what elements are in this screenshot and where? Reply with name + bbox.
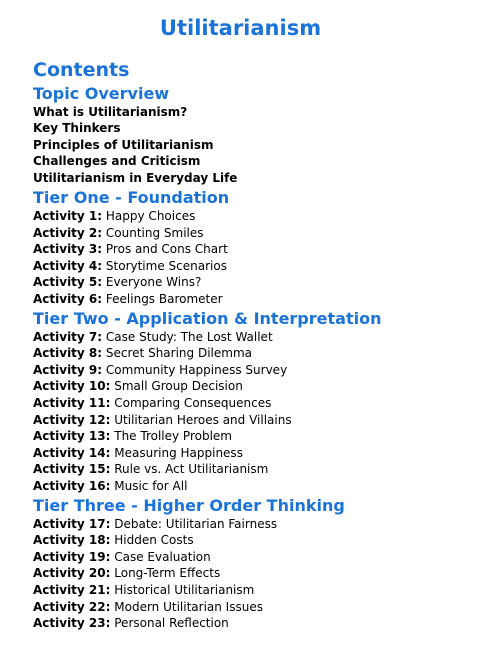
activity-title: The Trolley Problem — [114, 429, 232, 444]
activity-item[interactable] — [33, 241, 473, 258]
activity-item[interactable] — [33, 412, 473, 429]
topic-item[interactable]: Challenges and Criticism — [33, 154, 201, 169]
activity-label: Activity 16: — [33, 478, 111, 493]
activity-title: Community Happiness Survey — [105, 362, 288, 377]
activity-label: Activity 9: — [33, 362, 103, 377]
activity-label: Activity 22: — [33, 599, 111, 614]
activity-item[interactable] — [33, 565, 473, 582]
topic-item[interactable]: Key Thinkers — [33, 121, 121, 136]
activity-label: Activity 6: — [33, 292, 103, 306]
activity-label: Activity 4: — [33, 258, 103, 273]
activity-item[interactable] — [33, 516, 473, 533]
activity-item[interactable] — [33, 345, 473, 362]
activity-label: Activity 15: — [33, 462, 111, 477]
activity-label: Activity 17: — [33, 516, 111, 531]
activity-label: Activity 3: — [33, 242, 103, 257]
activity-item[interactable] — [33, 478, 473, 495]
activity-title: Music for All — [114, 478, 188, 493]
activity-label: Activity 21: — [33, 582, 111, 597]
activity-title: Historical Utilitarianism — [114, 582, 255, 597]
activity-title: Everyone Wins? — [105, 275, 202, 290]
activity-label: Activity 5: — [33, 275, 103, 290]
tier-sections — [33, 187, 473, 632]
activity-label: Activity 1: — [33, 209, 103, 224]
activity-item[interactable] — [33, 258, 473, 275]
activity-title: Counting Smiles — [105, 225, 204, 240]
activity-title: Feelings Barometer — [105, 292, 223, 306]
activity-title: Modern Utilitarian Issues — [114, 599, 263, 614]
tier-heading: Tier One - Foundation — [33, 188, 230, 208]
activity-item[interactable] — [33, 428, 473, 445]
activity-title: Comparing Consequences — [114, 395, 272, 410]
activity-title: Small Group Decision — [114, 379, 243, 394]
activity-item[interactable] — [33, 291, 473, 308]
activity-item[interactable] — [33, 549, 473, 566]
activity-label: Activity 20: — [33, 566, 111, 581]
activity-title: Long-Term Effects — [114, 566, 221, 581]
activity-label: Activity 13: — [33, 429, 111, 444]
contents-heading: Contents — [33, 59, 130, 81]
activity-title: Case Evaluation — [114, 549, 211, 564]
activity-label: Activity 11: — [33, 395, 111, 410]
activity-item[interactable] — [33, 378, 473, 395]
tier-heading: Tier Two - Application & Interpretation — [33, 308, 382, 328]
document-title: Utilitarianism — [159, 16, 322, 40]
activity-item[interactable] — [33, 208, 473, 225]
activity-title: Utilitarian Heroes and Villains — [114, 412, 292, 427]
activity-item[interactable] — [33, 532, 473, 549]
activity-label: Activity 7: — [33, 329, 103, 344]
activity-item[interactable] — [33, 225, 473, 242]
activity-item[interactable] — [33, 599, 473, 616]
activity-item[interactable] — [33, 274, 473, 291]
topic-overview-heading: Topic Overview — [33, 84, 170, 103]
activity-item[interactable] — [33, 461, 473, 478]
activity-item[interactable] — [33, 615, 473, 632]
tier-section — [33, 308, 473, 495]
activity-label: Activity 18: — [33, 533, 111, 548]
topic-item[interactable]: Principles of Utilitarianism — [33, 137, 214, 152]
tier-section — [33, 495, 473, 632]
activity-title: Happy Choices — [105, 209, 196, 224]
activity-item[interactable] — [33, 329, 473, 346]
activity-title: Case Study: The Lost Wallet — [105, 329, 273, 344]
activity-title: Measuring Happiness — [114, 445, 243, 460]
activity-item[interactable] — [33, 362, 473, 379]
activity-label: Activity 14: — [33, 445, 111, 460]
activity-label: Activity 23: — [33, 616, 111, 631]
activity-title: Hidden Costs — [114, 533, 194, 548]
topic-item[interactable]: What is Utilitarianism? — [33, 105, 188, 119]
topic-item[interactable]: Utilitarianism in Everyday Life — [33, 170, 238, 185]
activity-item[interactable] — [33, 582, 473, 599]
activity-title: Personal Reflection — [114, 616, 229, 631]
table-of-contents — [33, 83, 473, 632]
activity-title: Rule vs. Act Utilitarianism — [114, 462, 269, 477]
activity-title: Debate: Utilitarian Fairness — [114, 516, 278, 531]
tier-section — [33, 187, 473, 308]
activity-item[interactable] — [33, 445, 473, 462]
activity-title: Storytime Scenarios — [105, 258, 227, 273]
activity-label: Activity 10: — [33, 379, 111, 394]
topic-overview-list — [33, 104, 473, 186]
tier-heading: Tier Three - Higher Order Thinking — [33, 495, 345, 515]
activity-item[interactable] — [33, 395, 473, 412]
activity-label: Activity 19: — [33, 549, 111, 564]
activity-title: Secret Sharing Dilemma — [105, 346, 252, 361]
activity-label: Activity 12: — [33, 412, 111, 427]
activity-label: Activity 2: — [33, 225, 103, 240]
activity-label: Activity 8: — [33, 346, 103, 361]
activity-title: Pros and Cons Chart — [105, 242, 228, 257]
